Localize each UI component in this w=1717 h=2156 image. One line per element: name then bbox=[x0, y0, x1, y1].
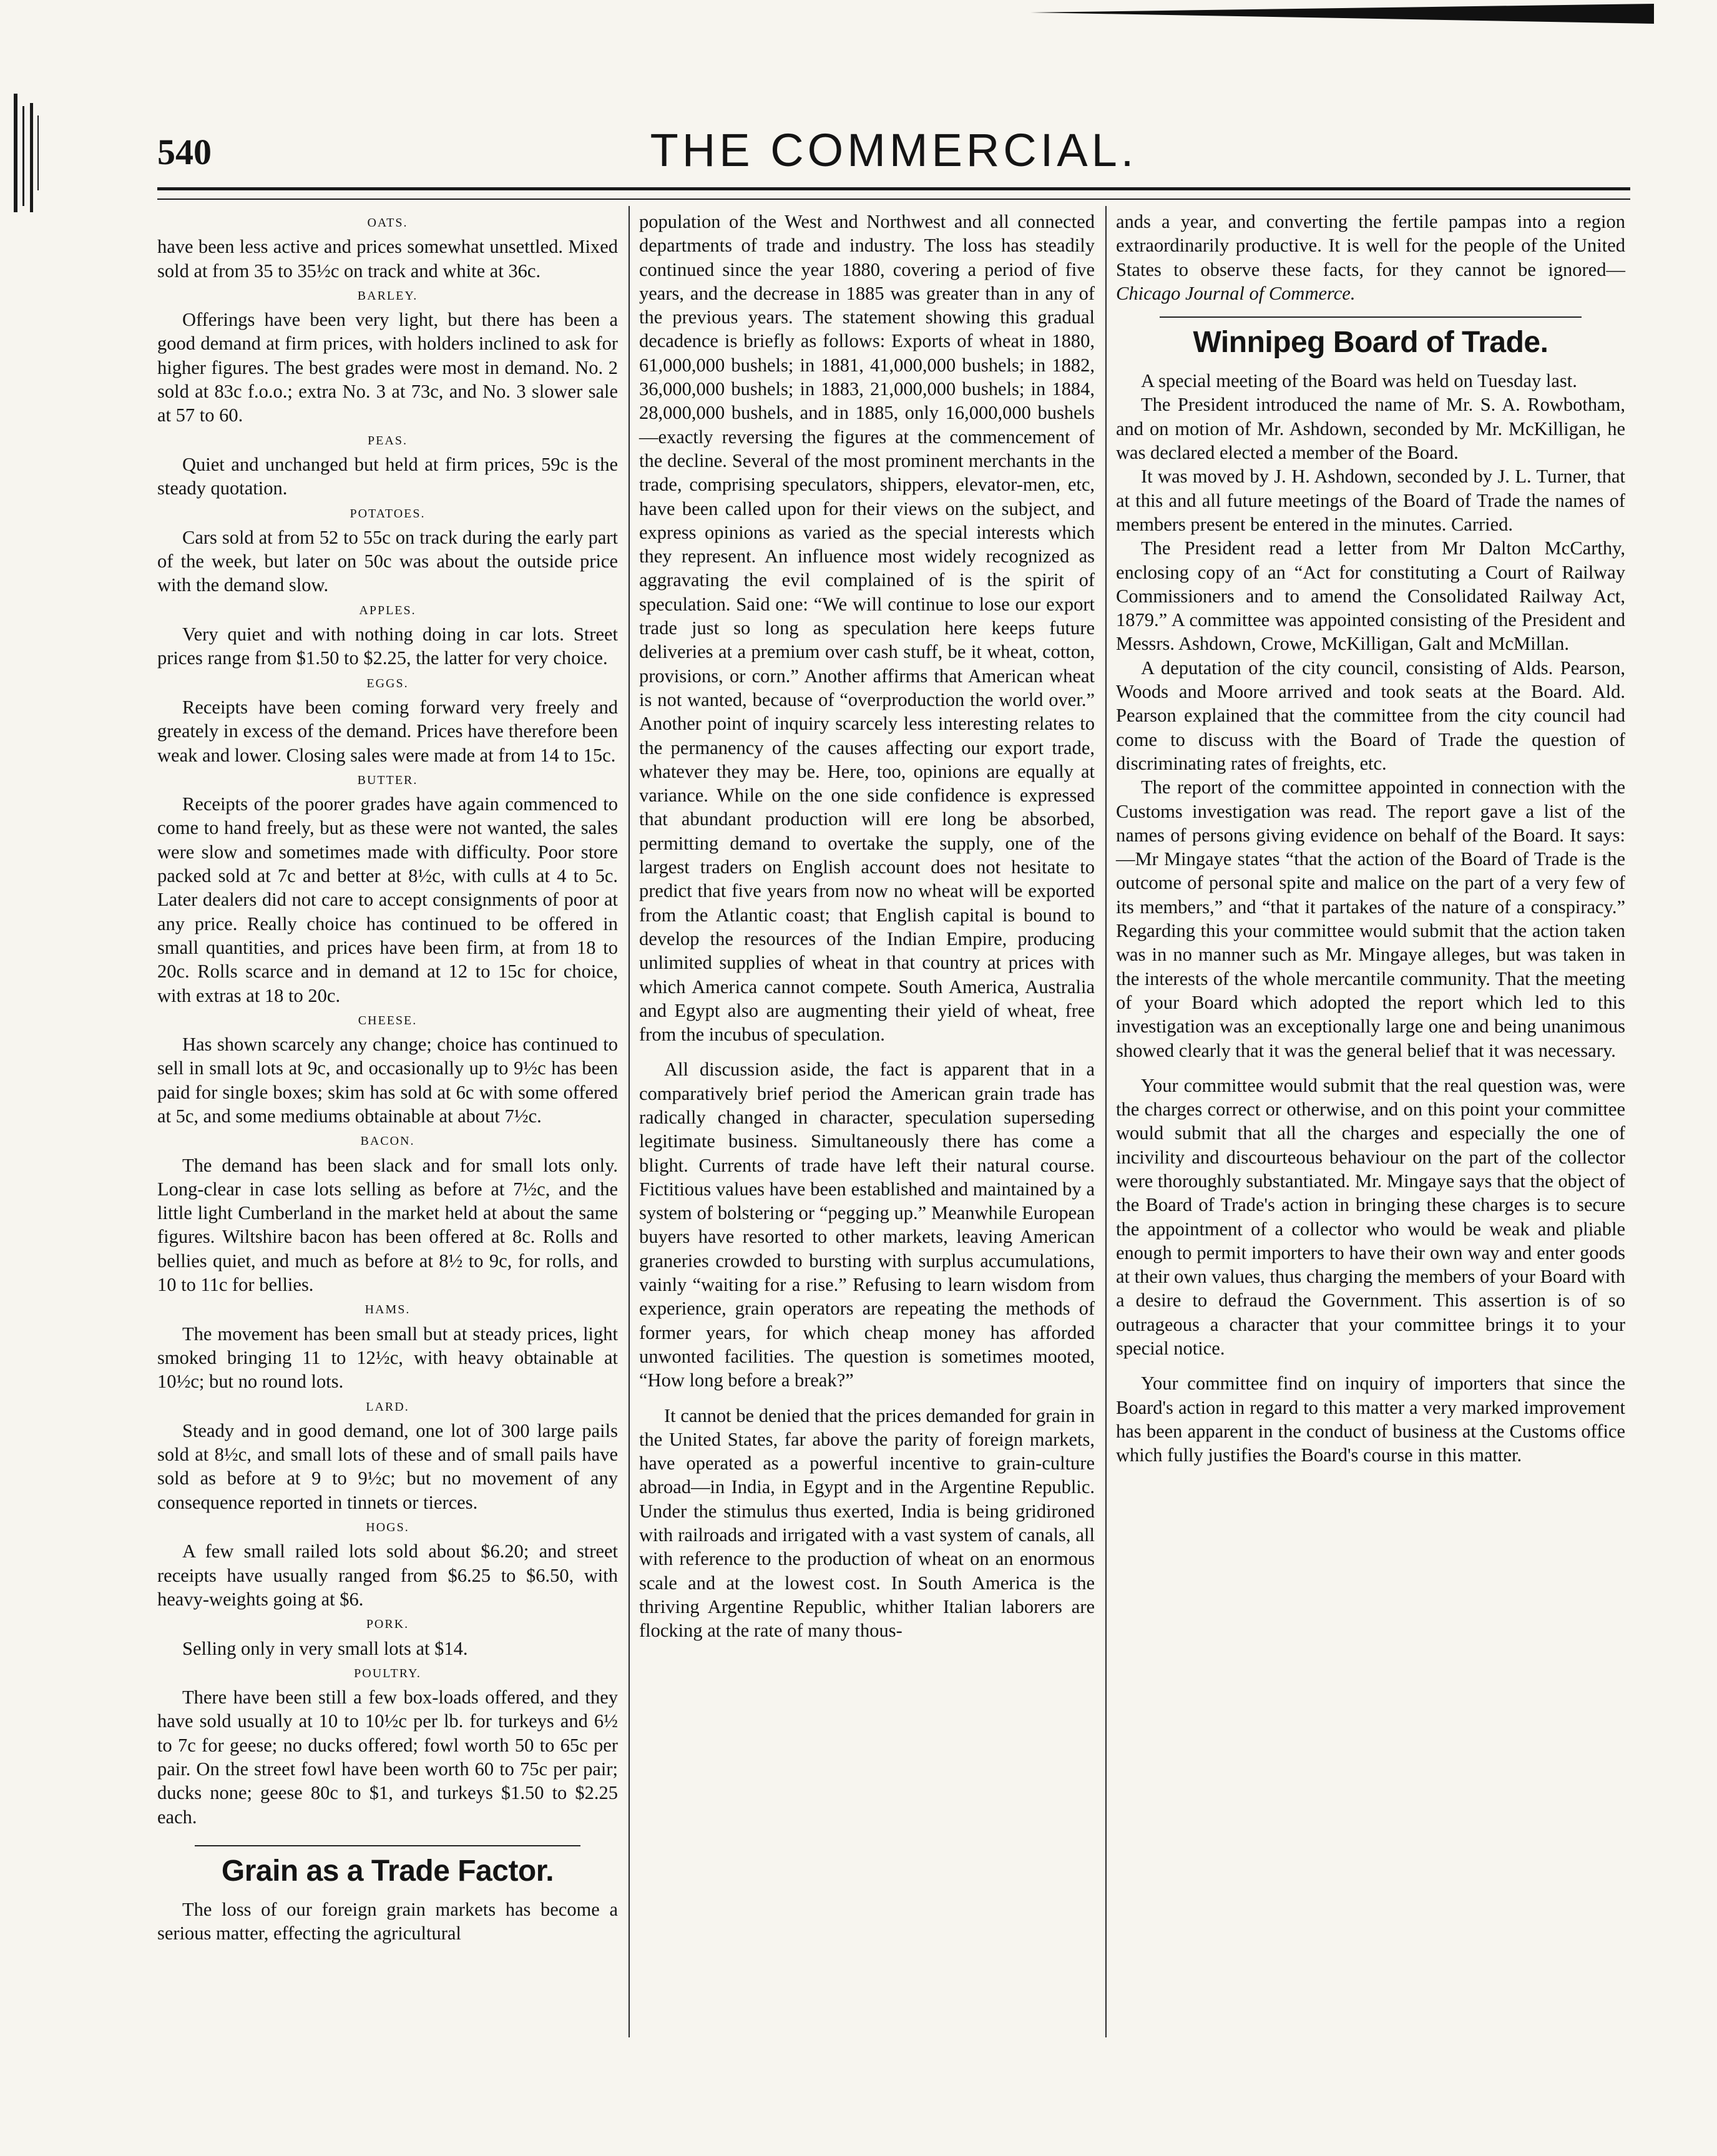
section-text-oats: have been less active and prices somewhat unsettled. Mixed sold at from 35 to 35½c on track and white at 36c. bbox=[157, 236, 618, 282]
article-paragraph: A special meeting of the Board was held on Tuesday last. bbox=[1141, 370, 1577, 392]
article-paragraph: population of the West and Northwest and all connected departments of trade and industry. The loss has steadily continued since the year 1880, covering a period of five years, and the decrease in 1885 was greater than in any of the previous years. The statement showing this gradual decadence is briefly as follows: Exports of wheat in 1880, 61,000,000 bushels; in 1881, 41,000,000 bushels; in 1882, 36,000,000 bushels; in 1883, 21,000,000 bushels; in 1884, 28,000,000 bushels, and in 1885, only 16,000,000 bushels—exactly reversing the figures at the commencement of the decline. Several of the most prominent merchants in the trade, comprising speculators, shippers, elevator-men, etc, have been called upon for their views on the subject, and express opinions as varied as the special interests which they represent. An influence most widely recognized as aggravating the evil complained of is the spirit of speculation. Said one: “We will continue to lose our export trade just so long as speculation here keeps future deliveries at a premium over cash stuff, be it wheat, cotton, provisions, or corn.” Another affirms that American wheat is not wanted, because of “overproduction the world over.” Another point of inquiry scarcely less interesting relates to the permanency of the causes affecting our export trade, whatever they may be. Here, too, opinions are equally at variance. While on the one side confidence is expressed that abundant production will ere long be absorbed, permitting demand to overtake the supply, one of the largest traders on English account does not hesitate to predict that five years from now no wheat will be exported from the Atlantic coast; that English capital is bound to develop the resources of the Indian Empire, producing unlimited supplies of wheat in that country at prices with which America cannot compete. South America, Australia and Egypt also are augmenting their yield of wheat, free from the incubus of speculation. bbox=[639, 211, 1095, 1046]
page-number: 540 bbox=[157, 132, 212, 172]
source-credit: Chicago Journal of Commerce. bbox=[1116, 282, 1356, 304]
column-divider bbox=[629, 206, 630, 2037]
scan-edge-mark bbox=[22, 106, 24, 206]
market-reports-column bbox=[157, 210, 618, 1945]
column-divider bbox=[1105, 206, 1107, 2037]
article-paragraph: Your committee would submit that the real question was, were the charges correct or otherwise, and on this point your committee would submit that all the charges and especially the one of incivility and discourteous behaviour on the part of the collector were thoroughly substantiated. Mr. Mingaye says that the object of the Board of Trade's action in bringing these charges is to secure the appointment of a collector who would be weak and pliable enough to permit importers to have their own way and enter goods at their own values, thus charging the members of your Board with a desire to defraud the Government. This assertion is of so outrageous a character that your committee brings it to your special notice. bbox=[1116, 1074, 1625, 1360]
section-text-hams: The movement has been small but at steady prices, light smoked bringing 11 to 12½c, with heavy obtainable at 10½c; but no round lots. bbox=[157, 1323, 618, 1393]
scan-edge-mark bbox=[14, 94, 17, 212]
source-credit-spacer: — bbox=[1606, 258, 1625, 280]
article-divider bbox=[195, 1845, 580, 1846]
section-text-apples: Very quiet and with nothing doing in car lots. Street prices range from $1.50 to $2.25, the latter for very choice. bbox=[157, 624, 618, 669]
section-title-peas: PEAS. bbox=[368, 433, 408, 448]
section-text-barley: Offerings have been very light, but there has been a good demand at firm prices, with holders inclined to ask for higher figures. The best grades were most in demand. No. 2 sold at 83c f.o.o.; extra No. 3 at 73c, and No. 3 slower sale at 57 to 60. bbox=[157, 309, 618, 426]
header-row bbox=[157, 119, 1630, 194]
section-title-butter: BUTTER. bbox=[357, 773, 418, 787]
scan-edge-mark bbox=[37, 115, 39, 190]
section-text-cheese: Has shown scarcely any change; choice has continued to sell in small lots at 9c, and occasionally up to 9½c has been paid for single boxes; skim has sold at 6c with some offered at 5c, and some mediums obtainable at about 7½c. bbox=[157, 1034, 618, 1127]
scan-edge-mark bbox=[30, 103, 33, 212]
article-paragraph bbox=[1116, 210, 1625, 305]
article-paragraph: The President read a letter from Mr Dalton McCarthy, enclosing copy of an “Act for constituting a Court of Railway Commissioners and to amend the Consolidated Railway Act, 1879.” A committee was appointed consisting of the President and Messrs. Ashdown, Crowe, McKilligan, Galt and McMillan. bbox=[1116, 537, 1625, 655]
section-title-apples: APPLES. bbox=[359, 603, 416, 617]
scan-top-wedge bbox=[1030, 0, 1654, 25]
section-text-butter: Receipts of the poorer grades have again commenced to come to hand freely, but as these were not wanted, the sales were slow and sometimes made with difficulty. Poor store packed sold at 7c and better at 8½c, with culls at 4 to 5c. Later dealers did not care to accept consignments of poor at any price. Really choice has continued to be offered in small quantities, and prices have been firm, at from 18 to 20c. Rolls scarce and in demand at 12 to 15c for choice, with extras at 18 to 20c. bbox=[157, 793, 618, 1006]
board-of-trade-column bbox=[1116, 210, 1625, 1468]
section-text-pork: Selling only in very small lots at $14. bbox=[182, 1637, 468, 1659]
section-title-hams: HAMS. bbox=[364, 1303, 411, 1317]
section-text-lard: Steady and in good demand, one lot of 300 large pails sold at 8½c, and small lots of these and of small pails have sold as before at 9 to 9½c; but no movement of any consequence reported in tinnets or tierces. bbox=[157, 1419, 618, 1513]
header-rule-thick bbox=[157, 187, 1630, 190]
masthead-title: THE COMMERCIAL. bbox=[650, 124, 1138, 176]
section-title-eggs: EGGS. bbox=[366, 676, 409, 690]
section-title-lard: LARD. bbox=[366, 1399, 409, 1414]
section-title-potatoes: POTATOES. bbox=[350, 506, 426, 521]
article-paragraph: A deputation of the city council, consisting of Alds. Pearson, Woods and Moore arrived and took seats at the Board. Ald. Pearson explained that the committee from the city council had come to discuss with the Board of Trade the question of discriminating rates of freights, etc. bbox=[1116, 657, 1625, 774]
section-text-potatoes: Cars sold at from 52 to 55c on track during the early part of the week, but later on 50c was about the outside price with the demand slow. bbox=[157, 526, 618, 596]
section-title-oats: OATS. bbox=[367, 216, 408, 230]
header-rule-thin bbox=[157, 198, 1630, 200]
section-title-poultry: POULTRY. bbox=[354, 1666, 421, 1680]
article-paragraph: The loss of our foreign grain markets has become a serious matter, effecting the agricultural bbox=[157, 1898, 618, 1944]
article-divider bbox=[1160, 316, 1582, 318]
article-paragraph: It was moved by J. H. Ashdown, seconded by J. L. Turner, that at this and all future meetings of the Board of Trade the names of members present be entered in the minutes. Carried. bbox=[1116, 466, 1625, 535]
article-paragraph: It cannot be denied that the prices demanded for grain in the United States, far above the parity of foreign markets, have operated as a powerful incentive to grain-culture abroad—in India, in Egypt and in the Argentine Republic. Under the stimulus thus exerted, India is being gridironed with railroads and irrigated with a vast system of canals, all with reference to the production of wheat on an enormous scale and at the lowest cost. In South America is the thriving Argentine Republic, whither Italian laborers are flocking at the rate of many thous- bbox=[639, 1404, 1095, 1642]
section-text-poultry: There have been still a few box-loads offered, and they have sold usually at 10 to 10½c per lb. for turkeys and 6½ to 7c for geese; no ducks offered; fowl worth 50 to 65c per pair. On the street fowl have been worth 60 to 75c per pair; ducks none; geese 80c to $1, and turkeys $1.50 to $2.25 each. bbox=[157, 1687, 618, 1828]
section-text-peas: Quiet and unchanged but held at firm prices, 59c is the steady quotation. bbox=[157, 453, 618, 499]
article-paragraph: The President introduced the name of Mr. S. A. Rowbotham, and on motion of Mr. Ashdown, seconded by Mr. McKilligan, he was declared elected a member of the Board. bbox=[1116, 394, 1625, 464]
section-title-bacon: BACON. bbox=[360, 1134, 415, 1149]
section-text-bacon: The demand has been slack and for small lots only. Long-clear in case lots selling as before at 7½c, and the little light Cumberland in the market held at about the same figures. Wiltshire bacon has been offered at 8c. Rolls and bellies quiet, and much as before at 8½ to 9c, for rolls, and 10 to 11c for bellies. bbox=[157, 1154, 618, 1296]
section-title-barley: BARLEY. bbox=[357, 288, 418, 303]
section-text-hogs: A few small railed lots sold about $6.20; and street receipts have usually ranged from $6.25 to $6.50, with heavy-weights going at $6. bbox=[157, 1541, 618, 1610]
article-paragraph: All discussion aside, the fact is apparent that in a comparatively brief period the American grain trade has radically changed in character, speculation superseding legitimate business. Simultaneously there has come a blight. Currents of trade have left their natural course. Fictitious values have been established and maintained by a system of bolstering or “pegging up.” Meanwhile European buyers have resorted to other markets, leaving American graneries crowded to bursting with surplus accumulations, vainly “waiting for a rise.” Refusing to learn wisdom from experience, grain operators are repeating the methods of former years, for which cheap money has afforded unwonted facilities. The question is sometimes mooted, “How long before a break?” bbox=[639, 1059, 1095, 1391]
section-title-pork: PORK. bbox=[366, 1617, 409, 1632]
article-text: ands a year, and converting the fertile pampas into a region extraordinarily productive. It is well for the people of the United States to observe these facts, for they cannot be ignored bbox=[1116, 211, 1625, 280]
article-headline-grain: Grain as a Trade Factor. bbox=[221, 1854, 554, 1888]
grain-article-column bbox=[639, 210, 1095, 1643]
section-title-cheese: CHEESE. bbox=[358, 1013, 418, 1027]
article-paragraph: Your committee find on inquiry of importers that since the Board's action in regard to this matter a very marked improvement has been apparent in the conduct of business at the Customs office which fully justifies the Board's course in this matter. bbox=[1116, 1373, 1625, 1466]
section-text-eggs: Receipts have been coming forward very freely and greately in excess of the demand. Prices have therefore been weak and lower. Closing sales were made at from 14 to 15c. bbox=[157, 696, 618, 766]
article-paragraph: The report of the committee appointed in connection with the Customs investigation was read. The report gave a list of the names of persons giving evidence on behalf of the Board. It says:—Mr Mingaye states “that the action of the Board of Trade is the outcome of personal spite and malice on the part of a very few of its members,” and “that it partakes of the nature of a conspiracy.” Regarding this your committee would submit that the action taken was in no manner such as Mr. Mingaye alleges, but was taken in the interests of the whole mercantile community. That the meeting of your Board which adopted the report which led to this investigation was an exceptionally large one and being unanimous showed clearly that it was the general belief that it was necessary. bbox=[1116, 777, 1625, 1061]
section-title-hogs: HOGS. bbox=[366, 1521, 409, 1535]
article-headline-winnipeg: Winnipeg Board of Trade. bbox=[1193, 326, 1548, 360]
